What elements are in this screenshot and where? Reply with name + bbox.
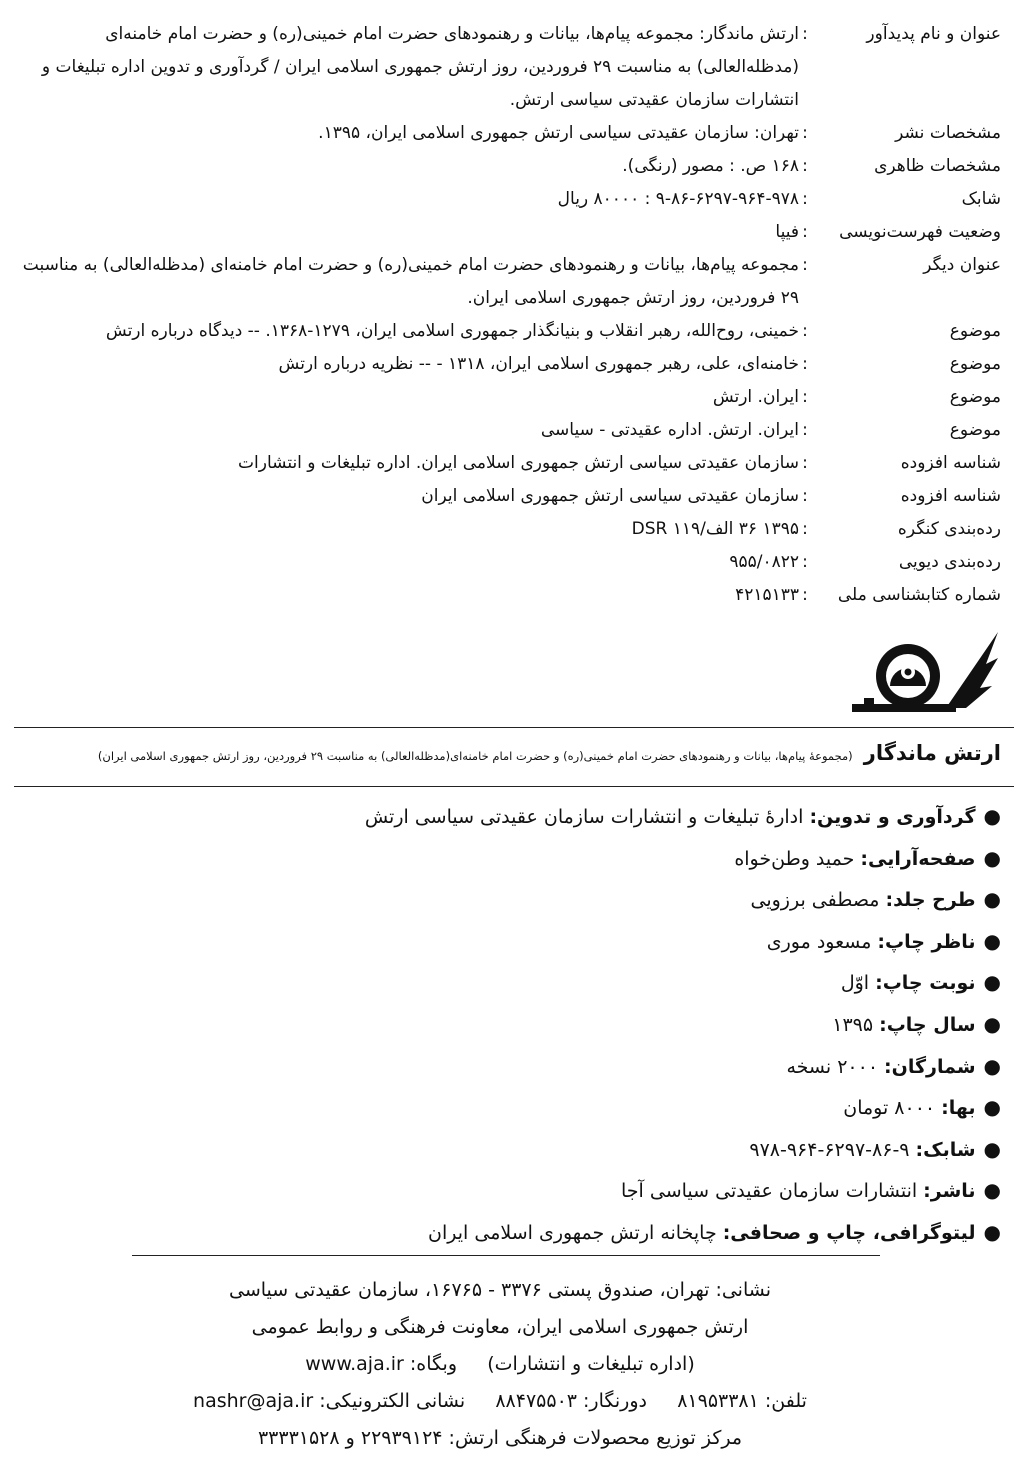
colon-separator: : (802, 222, 808, 242)
catalog-value: ۹۵۵/۰۸۲۲ (729, 552, 799, 572)
credit-item: ●طرح جلد:مصطفی برزویی (750, 887, 1001, 912)
credit-value: اوّل (840, 972, 870, 995)
bullet-icon: ● (983, 970, 1001, 995)
credit-item: ●ناظر چاپ:مسعود موری (766, 928, 1001, 953)
email-label: نشانی الکترونیکی: (319, 1390, 466, 1412)
catalog-value: سازمان عقیدتی سیاسی ارتش جمهوری اسلامی ایران (421, 486, 799, 506)
colon-separator: : (802, 156, 808, 176)
phone-line (100, 1383, 900, 1420)
bullet-icon: ● (983, 1095, 1001, 1120)
website-label: وبگاه: (409, 1353, 457, 1375)
credit-item: ●شابک:۹-۸۶-۶۲۹۷-۹۶۴-۹۷۸ (749, 1136, 1001, 1161)
catalog-value: خامنه‌ای، علی، رهبر جمهوری اسلامی ایران، ۱۳۱۸ - -- نظریه درباره ارتش (278, 354, 799, 374)
colon-separator: : (802, 486, 808, 506)
credit-label: ناظر چاپ (885, 930, 976, 953)
book-title: ارتش ماندگار (863, 741, 1001, 765)
catalog-label: شناسه افزوده (900, 453, 1001, 473)
catalog-value: خمینی، روح‌الله، رهبر انقلاب و بنیانگذار جمهوری اسلامی ایران، ۱۲۷۹-۱۳۶۸. -- دیدگاه درباره ارتش (105, 321, 799, 341)
catalog-label: عنوان و نام پدیدآور (866, 24, 1001, 44)
catalog-row-dewey (12, 546, 1001, 579)
colon-separator: : (802, 387, 808, 407)
catalog-label: موضوع (949, 321, 1001, 341)
fax-label: دورنگار: (583, 1390, 647, 1412)
colon-separator: : (802, 123, 808, 143)
credit-item: ●لیتوگرافی، چاپ و صحافی:چاپخانه ارتش جمهوری اسلامی ایران (428, 1219, 1001, 1244)
colon-separator: : (802, 519, 808, 539)
colon-separator: : (802, 453, 808, 473)
phone-label: تلفن: (764, 1390, 807, 1412)
colon-separator: : (802, 189, 808, 209)
bullet-icon: ● (983, 1219, 1001, 1244)
bullet-icon: ● (983, 1053, 1001, 1078)
catalog-label: مشخصات ظاهری (874, 156, 1001, 176)
colon-separator: : (802, 255, 808, 275)
address-line: ارتش جمهوری اسلامی ایران، معاونت فرهنگی و روابط عمومی (251, 1316, 749, 1338)
credit-label: گردآوری و تدوین (817, 806, 976, 828)
phone-number: ۸۱۹۵۳۳۸۱ (677, 1390, 759, 1412)
credits-list (120, 796, 1001, 1254)
catalog-row-other-title (12, 249, 1001, 315)
credit-value: چاپخانه ارتش جمهوری اسلامی ایران (428, 1221, 717, 1244)
catalog-value: ۱۶۸ ص. : مصور (رنگی). (622, 156, 799, 176)
catalog-label: موضوع (949, 420, 1001, 440)
bullet-icon: ● (983, 1178, 1001, 1203)
catalog-label: رده‌بندی کنگره (897, 519, 1001, 539)
organization-logo-emblem-icon (848, 628, 1000, 714)
catalog-label: عنوان دیگر (923, 255, 1001, 275)
credit-item: ●نوبت چاپ:اوّل (840, 970, 1001, 995)
credit-item: ●شمارگان:۲۰۰۰ نسخه (786, 1053, 1001, 1078)
divider-top (14, 727, 1014, 728)
credit-value: ۱۳۹۵ (832, 1013, 874, 1036)
cataloging-in-publication (12, 18, 1001, 612)
catalog-value: ارتش ماندگار: مجموعه پیام‌ها، بیانات و رهنمودهای حضرت امام خمینی(ره) و حضرت امام خامنه‌ای (مدظله‌العالی) به مناسبت ۲۹ فروردین، روز ارتش جمهوری اسلامی ایران / گردآوری و تدوین اداره تبلیغات و انتشارات سازمان عقیدتی سیاسی ارتش. (41, 24, 799, 110)
catalog-label: شناسه افزوده (900, 486, 1001, 506)
credit-value: ۲۰۰۰ نسخه (786, 1055, 879, 1078)
credit-label: طرح جلد (893, 889, 976, 912)
catalog-row-publication (12, 117, 1001, 150)
catalog-row-title (12, 18, 1001, 117)
colon-separator: : (802, 552, 808, 572)
address-line: نشانی: تهران، صندوق پستی ۳۳۷۶ - ۱۶۷۶۵، سازمان عقیدتی سیاسی (228, 1279, 771, 1301)
credit-item: ●صفحه‌آرایی:حمید وطن‌خواه (734, 845, 1001, 870)
credit-item: ●گردآوری و تدوین:ادارهٔ تبلیغات و انتشارات سازمان عقیدتی سیاسی ارتش (364, 804, 1001, 828)
credit-item: ●ناشر:انتشارات سازمان عقیدتی سیاسی آجا (621, 1178, 1001, 1203)
bullet-icon: ● (983, 928, 1001, 953)
credit-label: ناشر (930, 1180, 976, 1203)
catalog-row-added-entry (12, 447, 1001, 480)
bullet-icon: ● (983, 845, 1001, 870)
website-link[interactable]: www.aja.ir (305, 1353, 404, 1375)
credit-value: مسعود موری (766, 930, 872, 953)
catalog-label: وضعیت فهرست‌نویسی (839, 222, 1001, 242)
catalog-value: ایران. ارتش. اداره عقیدتی - سیاسی (540, 420, 799, 440)
catalog-row-added-entry (12, 480, 1001, 513)
colon-separator: : (802, 420, 808, 440)
catalog-value: تهران: سازمان عقیدتی سیاسی ارتش جمهوری اسلامی ایران، ۱۳۹۵. (318, 123, 799, 143)
catalog-label: موضوع (949, 387, 1001, 407)
catalog-label: مشخصات نشر (895, 123, 1001, 143)
credit-value: مصطفی برزویی (750, 889, 880, 912)
credit-label: شمارگان (891, 1055, 976, 1078)
book-title-banner (12, 741, 1001, 765)
bullet-icon: ● (983, 887, 1001, 912)
credit-item: ●سال چاپ:۱۳۹۵ (832, 1011, 1001, 1036)
credit-value: انتشارات سازمان عقیدتی سیاسی آجا (621, 1180, 918, 1203)
catalog-row-subject (12, 381, 1001, 414)
colon-separator: : (802, 24, 808, 44)
colon-separator: : (802, 354, 808, 374)
credit-value: حمید وطن‌خواه (734, 847, 855, 870)
credit-label: بها (948, 1097, 976, 1120)
credit-value: ۸۰۰۰ تومان (843, 1097, 936, 1120)
catalog-value: فیپا (775, 222, 799, 242)
email-link[interactable]: nashr@aja.ir (193, 1390, 314, 1412)
catalog-row-physical (12, 150, 1001, 183)
catalog-row-isbn (12, 183, 1001, 216)
catalog-label: شماره کتابشناسی ملی (837, 585, 1001, 605)
catalog-value: سازمان عقیدتی سیاسی ارتش جمهوری اسلامی ایران. اداره تبلیغات و انتشارات (238, 453, 799, 473)
catalog-row-subject (12, 348, 1001, 381)
colon-separator: : (802, 585, 808, 605)
credit-value: ادارهٔ تبلیغات و انتشارات سازمان عقیدتی سیاسی ارتش (364, 806, 804, 828)
credit-item: ●بها:۸۰۰۰ تومان (843, 1095, 1001, 1120)
catalog-label: شابک (961, 189, 1001, 209)
colon-separator: : (802, 321, 808, 341)
catalog-value: ایران. ارتش (712, 387, 799, 407)
catalog-value: ۹-۸۶-۶۲۹۷-۹۶۴-۹۷۸ : ۸۰۰۰۰ ریال (557, 189, 799, 209)
divider-under-title (14, 786, 1014, 787)
catalog-row-subject (12, 315, 1001, 348)
divider-footer (132, 1255, 880, 1256)
catalog-row-subject (12, 414, 1001, 447)
catalog-label: موضوع (949, 354, 1001, 374)
credit-label: صفحه‌آرایی (867, 847, 976, 870)
publisher-contact (100, 1272, 900, 1457)
book-subtitle: (مجموعهٔ پیام‌ها، بیانات و رهنمودهای حضرت امام خمینی(ره) و حضرت امام خامنه‌ای(مدظله‌العالی) به مناسبت ۲۹ فروردین، روز ارتش جمهوری اسلامی ایران) (97, 749, 853, 763)
catalog-row-status (12, 216, 1001, 249)
catalog-value: ۴۲۱۵۱۳۳ (735, 585, 799, 605)
fax-number: ۸۸۴۷۵۵۰۳ (495, 1390, 577, 1412)
credit-label: نوبت چاپ (882, 972, 976, 995)
credit-value: ۹-۸۶-۶۲۹۷-۹۶۴-۹۷۸ (749, 1138, 910, 1161)
distribution-line: مرکز توزیع محصولات فرهنگی ارتش: ۲۲۹۳۹۱۲۴ و ۳۳۳۳۱۵۲۸ (257, 1427, 743, 1449)
credit-label: لیتوگرافی، چاپ و صحافی (730, 1221, 976, 1244)
bullet-icon: ● (983, 1011, 1001, 1036)
catalog-row-lc-class (12, 513, 1001, 546)
catalog-value: مجموعه پیام‌ها، بیانات و رهنمودهای حضرت امام خمینی(ره) و حضرت امام خامنه‌ای (مدظله‌العالی) به مناسبت ۲۹ فروردین، روز ارتش جمهوری اسلامی ایران. (22, 255, 799, 308)
catalog-label: رده‌بندی دیویی (898, 552, 1001, 572)
catalog-value: ۱۳۹۵ ۳۶ الف/۱۱۹ DSR (631, 519, 799, 539)
department-website-line (100, 1346, 900, 1383)
department: (اداره تبلیغات و انتشارات) (487, 1353, 695, 1375)
credit-label: سال چاپ (886, 1013, 976, 1036)
credit-label: شابک (923, 1138, 976, 1161)
bullet-icon: ● (983, 1136, 1001, 1161)
catalog-row-national-number (12, 579, 1001, 612)
bullet-icon: ● (983, 804, 1001, 828)
